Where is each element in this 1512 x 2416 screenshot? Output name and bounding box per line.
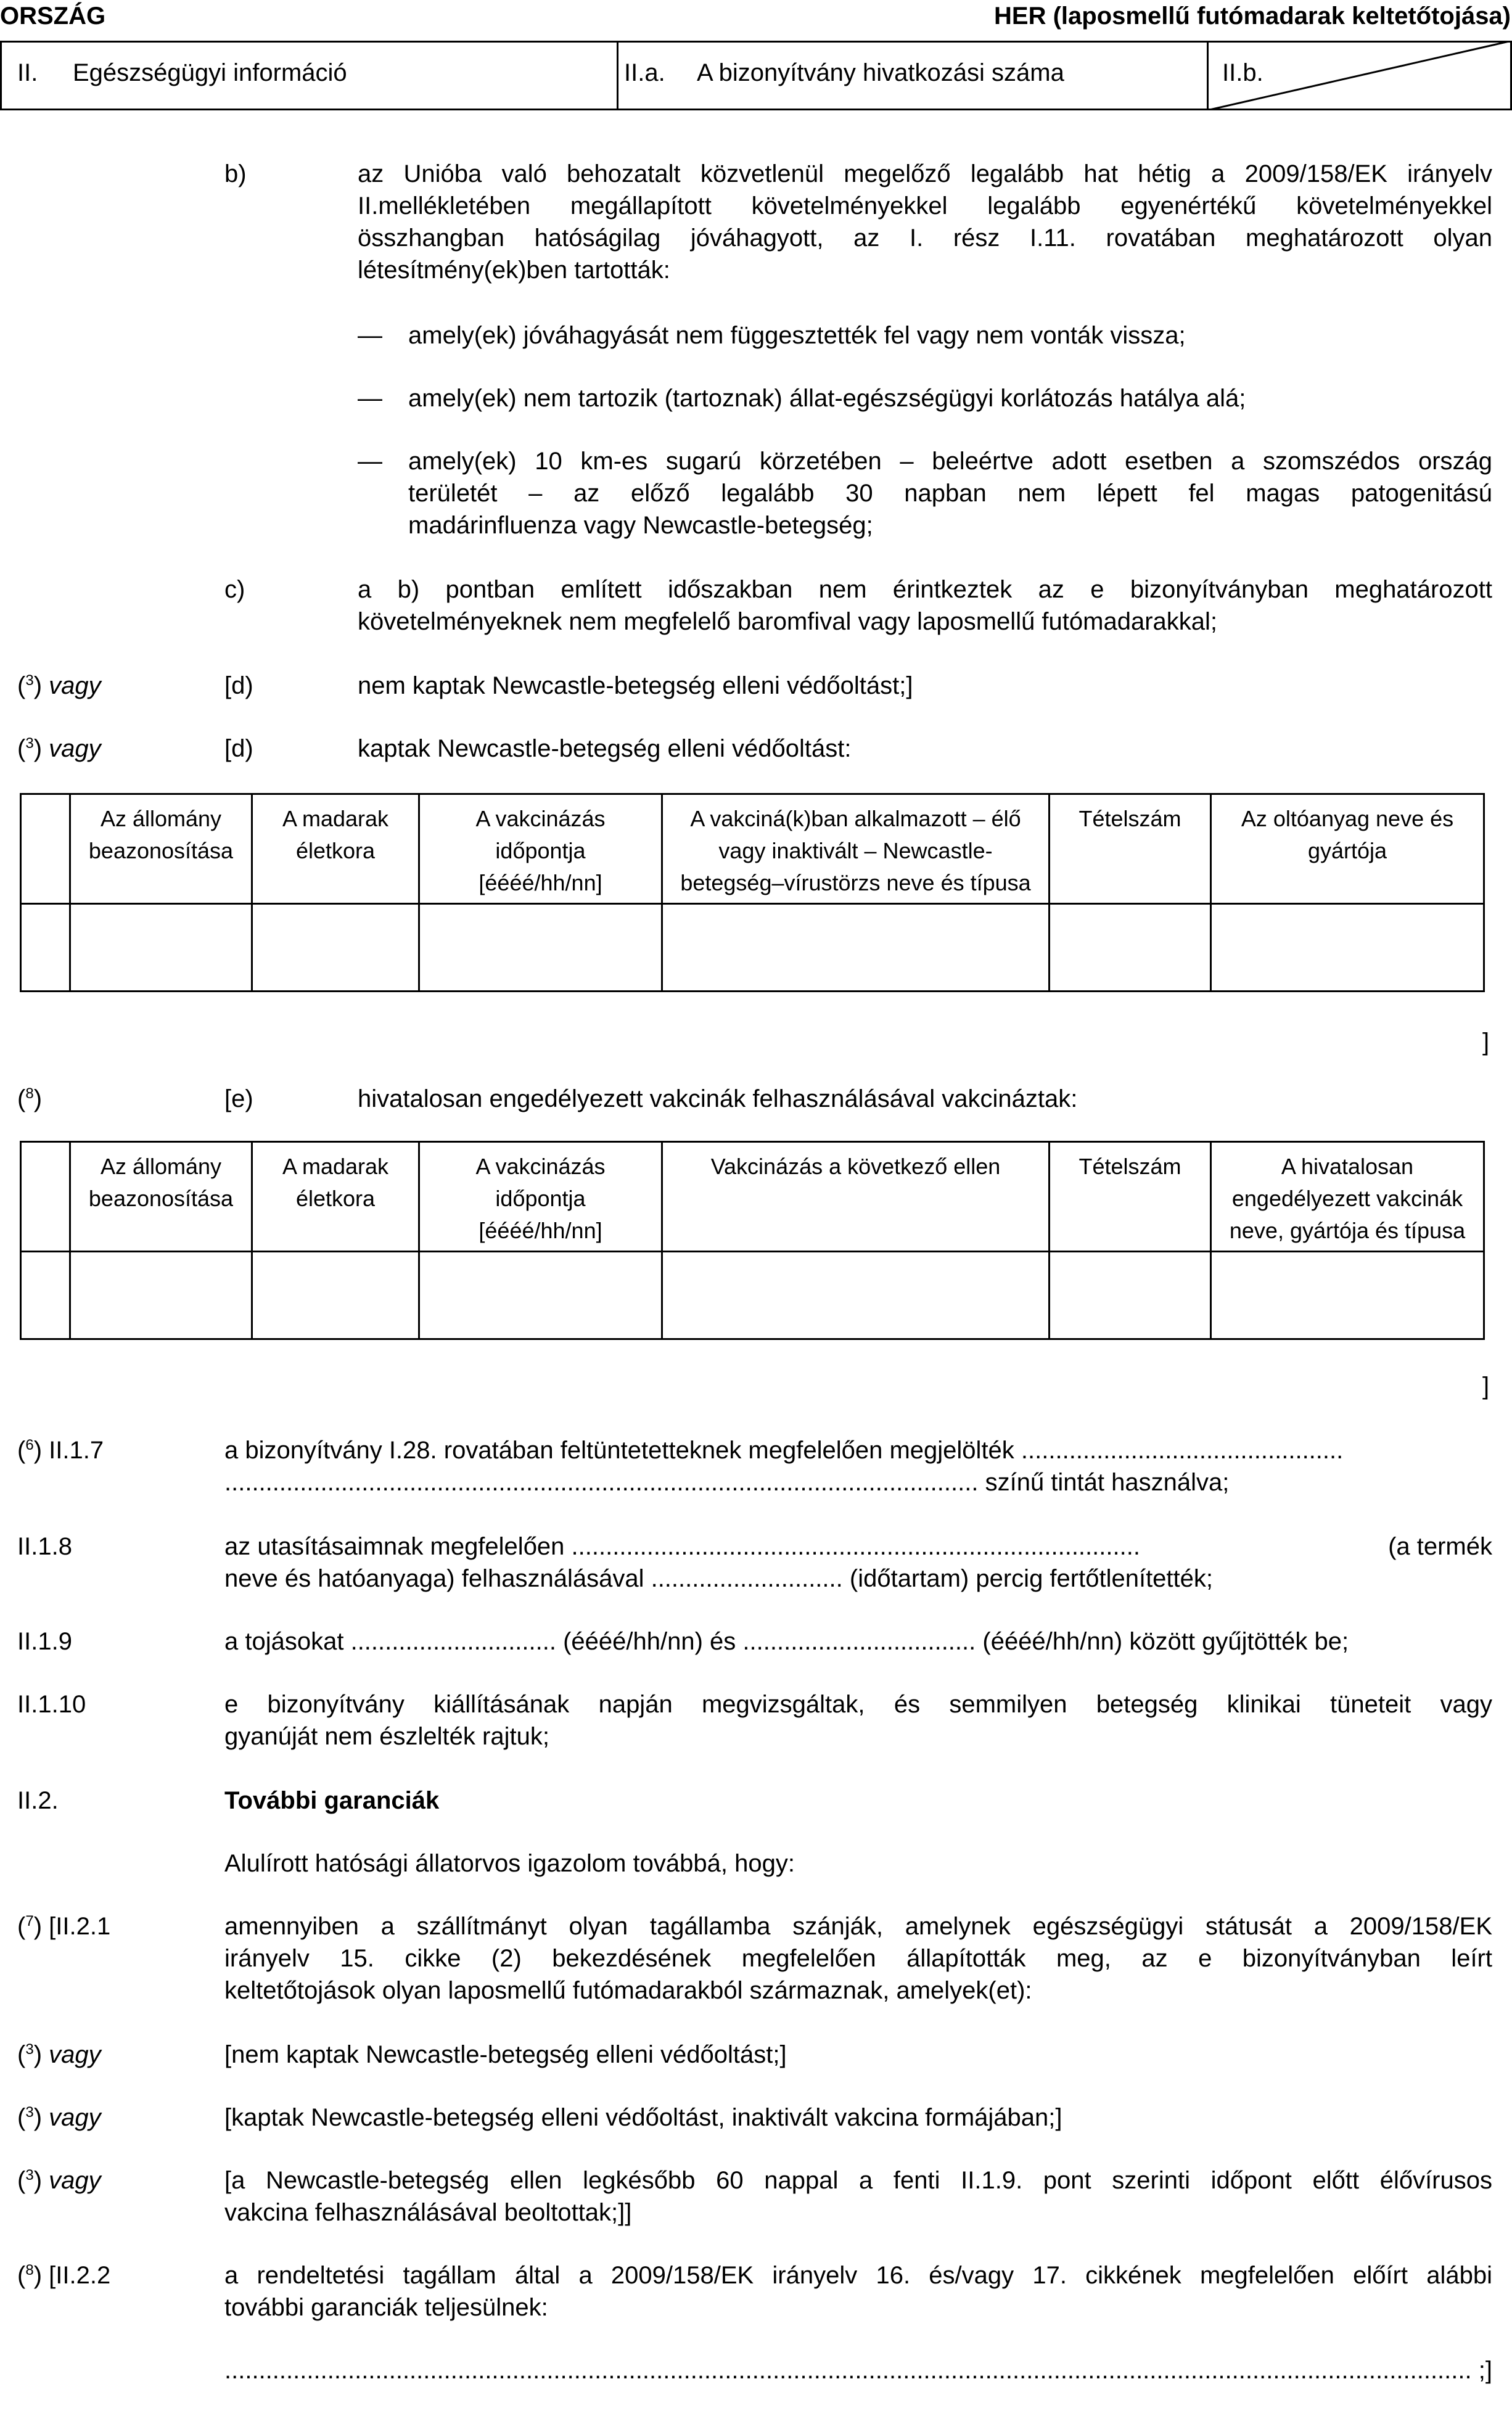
option-text: [nem kaptak Newcastle-betegség elleni védőoltást;] (224, 2041, 787, 2068)
section-title: További garanciák (224, 1787, 440, 1814)
item-d-label: [d) (224, 735, 253, 762)
item-e-label: [e) (224, 1085, 253, 1112)
table-header: Az állomány beazonosítása (88, 1154, 234, 1211)
paragraph-text: az utasításaimnak megfelelően ................................................................................... (224, 1533, 1140, 1560)
footnote-ref: ($^3$) vagy (17, 2104, 101, 2131)
reference-number: II.a. (624, 59, 665, 86)
country-label: ORSZÁG (0, 2, 106, 30)
table-header: A vakcinázás időpontja [éééé/hh/nn] (475, 1154, 606, 1243)
closing-bracket: ;] (1476, 2354, 1492, 2386)
footnote-ref: ($^3$) vagy (17, 735, 101, 762)
item-c-text: a b) pontban említett időszakban nem érintkeztek az e bizonyítványban meghatározott követelményeknek nem megfelelő baromfival vagy laposmellű futómadarakkal; (358, 576, 1492, 635)
item-d-label: [d) (224, 672, 253, 699)
option-text: hivatalosan engedélyezett vakcinák felhasználásával vakcináztak: (358, 1085, 1078, 1112)
option-text: nem kaptak Newcastle-betegség elleni védőoltást;] (358, 672, 913, 699)
table-header: A vakcinázás időpontja [éééé/hh/nn] (475, 806, 606, 895)
fill-line: ...................................................................................................................................................................................... (224, 2357, 1472, 2384)
paragraph-number: II.1.8 (17, 1533, 72, 1560)
reference-label: A bizonyítvány hivatkozási száma (697, 59, 1064, 86)
footnote-ref: ($^8$) (17, 1085, 43, 1112)
paragraph-text: a rendeltetési tagállam által a 2009/158/EK irányelv 16. és/vagy 17. cikkének megfelelően előírt alábbi további garanciák teljesülnek: (224, 2262, 1492, 2321)
table-header: A hivatalosan engedélyezett vakcinák neve, gyártója és típusa (1229, 1154, 1466, 1243)
item-b-text: az Unióba való behozatalt közvetlenül megelőző legalább hat hétig a 2009/158/EK irányelv II.mellékletében megállapított követelményekkel legalább egyenértékű követelményekkel összhangban hatóságilag jóváhagyott, az I. rész I.11. rovatában meghatározott olyan létesítmény(ek)ben tartották: (358, 160, 1492, 284)
table-header: A madarak életkora (282, 1154, 389, 1211)
paragraph-text: .............................................................................................................. színű tintát használva; (224, 1469, 1230, 1496)
paragraph-text: a tojásokat .............................. (éééé/hh/nn) és .................................. (éééé/hh/nn) között gyűjtötték be; (224, 1628, 1349, 1655)
dash-marker: — (358, 448, 382, 475)
table-header: A vakciná(k)ban alkalmazott – élő vagy inaktivált – Newcastle- betegség–vírustörzs neve és típusa (680, 806, 1031, 895)
paragraph-text: (a termék (1388, 1533, 1492, 1560)
option-text: kaptak Newcastle-betegség elleni védőoltást: (358, 735, 852, 762)
paragraph-number: ($^8$) [II.2.2 (17, 2262, 111, 2289)
dash-marker: — (358, 385, 382, 412)
condition-text: amely(ek) nem tartozik (tartoznak) állat-egészségügyi korlátozás hatálya alá; (408, 385, 1246, 412)
paragraph-number: II.1.9 (17, 1628, 72, 1655)
table-header: A madarak életkora (282, 806, 389, 863)
paragraph-text: e bizonyítvány kiállításának napján megvizsgáltak, és semmilyen betegség klinikai tüneteit vagy gyanúját nem észlelték rajtuk; (224, 1691, 1492, 1750)
paragraph-number: II.1.10 (17, 1691, 86, 1718)
subsection-number: II.b. (1222, 59, 1263, 86)
paragraph-text: amennyiben a szállítmányt olyan tagállamba szánják, amelynek egészségügyi státusát a 2009/158/EK irányelv 15. cikke (2) bekezdésének megfelelően állapították meg, az e bizonyítványban leírt keltetőtojások olyan laposmellű futómadarakból származnak, amelyek(et): (224, 1913, 1492, 2004)
table-header: Tételszám (1079, 806, 1181, 831)
footnote-ref: ($^3$) vagy (17, 2041, 101, 2068)
option-text: [kaptak Newcastle-betegség elleni védőoltást, inaktivált vakcina formájában;] (224, 2104, 1062, 2131)
table-header: Tételszám (1079, 1154, 1181, 1179)
table-header: Az állomány beazonosítása (88, 806, 234, 863)
table-header: Vakcinázás a következő ellen (710, 1154, 1001, 1179)
paragraph-number: ($^7$) [II.2.1 (17, 1913, 111, 1940)
condition-text: amely(ek) 10 km-es sugarú körzetében – beleértve adott esetben a szomszédos ország területét – az előző legalább 30 napban nem lépett fel magas patogenitású madárinfluenza vagy Newcastle-betegség; (408, 448, 1492, 539)
closing-bracket: ] (1482, 1029, 1490, 1056)
certificate-title: HER (laposmellű futómadarak keltetőtojása) (994, 2, 1511, 30)
condition-text: amely(ek) jóváhagyását nem függesztették fel vagy nem vonták vissza; (408, 322, 1186, 349)
footnote-ref: ($^3$) vagy (17, 672, 101, 699)
paragraph-text: a bizonyítvány I.28. rovatában feltüntetetteknek megfelelően megjelölték ............................................... (224, 1437, 1344, 1464)
paragraph-text: neve és hatóanyaga) felhasználásával ............................ (időtartam) percig fertőtlenítették; (224, 1565, 1214, 1592)
item-b-label: b) (224, 160, 247, 187)
paragraph-number: ($^6$) II.1.7 (17, 1437, 104, 1464)
dash-marker: — (358, 322, 382, 349)
option-text: [a Newcastle-betegség ellen legkésőbb 60 nappal a fenti II.1.9. pont szerinti időpont előtt élővírusos vakcina felhasználásával beoltottak;]] (224, 2167, 1492, 2226)
section-number: II. (17, 59, 38, 86)
paragraph-text: Alulírott hatósági állatorvos igazolom továbbá, hogy: (224, 1850, 795, 1877)
closing-bracket: ] (1482, 1373, 1490, 1400)
section-title: Egészségügyi információ (73, 59, 347, 86)
footnote-ref: ($^3$) vagy (17, 2167, 101, 2194)
table-header: Az oltóanyag neve és gyártója (1241, 806, 1454, 863)
item-c-label: c) (224, 576, 245, 603)
section-number: II.2. (17, 1787, 59, 1814)
